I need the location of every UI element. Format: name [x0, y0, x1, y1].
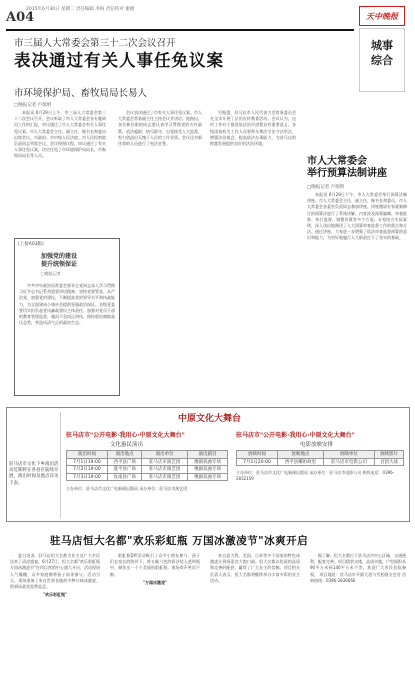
side-article-byline: □晚报记者 卢瑞明 [307, 185, 345, 190]
table-cell: 西平县嫘祖故里 [278, 458, 324, 466]
ad-left-note: 主办单位：驻马店市文化广电新闻出版局 承办单位：驻马店市演艺团 [66, 486, 188, 491]
ad-right-note: 主办单位：驻马店市文化广电新闻出版局 承办单位：驻马店市电影公司 热线电话：0396-2832159 [236, 470, 395, 481]
table-cell: 驻马店市演艺团 [142, 458, 188, 466]
ad-left-headline: 驻马店市文化下乡演出活动近期将在各县区陆续开展，演出时间及地点详见下表。 [9, 462, 59, 486]
side-title-line2: 举行预算法制讲座 [307, 168, 387, 179]
bottom-article-column-4 [310, 553, 406, 673]
article-subtitle: 市环境保护局、畜牧局局长易人 [14, 88, 148, 99]
header-rule [6, 29, 354, 31]
ad-left-panel [9, 412, 61, 518]
inset-title-line2: 提升统领保证 [41, 261, 78, 268]
main-headline: 表决通过有关人事任免议案 [14, 51, 224, 70]
article-paragraph: 本报讯 6月29日上午，市三届人大常委会第三十二次会议召开。会议听取了市人大常委会各专题询问工作的汇报，审议通过了市人大常委会有关人事任免议案。市人大常委会主任、副主任、秘书长和委员出席会议。市政府、市中级人民法院、市人民检察院负责同志列席会议。会议按照议程，审议通过了有关人事任免议案，决定任免了市环境保护局局长、市畜牧局局长等人员。 [14, 110, 106, 159]
table-row [237, 458, 404, 466]
section-label-line2: 综合 [371, 53, 393, 67]
ad-left-subtitle: 文化惠民演出 [110, 442, 144, 448]
lead-title: 市三届人大常委会第三十二次会议召开 [14, 38, 176, 49]
table-header: 演出剧目 [187, 451, 227, 459]
inset-byline: □晚报记者 [41, 271, 61, 276]
page-header [6, 2, 410, 70]
newspaper-logo: 天中晚报 [359, 6, 405, 26]
article-paragraph: 来自意大利、美国、日本等多个国家的特色冰激凌让到场嘉宾大饱口福。恒大名都以优质的品质和完善的配套，赢得了广大业主的信赖。项目相关负责人表示，恒大名都将继续举办丰富多彩的业主活动。 [210, 553, 300, 583]
article-paragraph: 据了解，恒大名都位于驻马店市中心区域，交通便利，配套完善。项目精装交楼，品质卓越，户型面积从90平方米到140平方米不等。欢迎广大市民莅临参观。 项目地址：驻马店市开源大道与雪松路交会处 咨询热线：0396-2836666 [310, 553, 406, 583]
article-byline: □晚报记者 卢瑞明 [14, 103, 52, 108]
table-header: 放映单位 [323, 451, 374, 459]
inset-box [14, 238, 120, 396]
side-title-line1: 市人大常委会 [307, 156, 367, 167]
section-label-line1: 城事 [371, 39, 393, 52]
inset-paragraph: 中共中央政治局常委会要求全党同志深入学习贯彻习近平总书记系列重要讲话精神，坚持党要管党、从严治党，加强党的建设，不断提高党的领导水平和执政能力，为全面建成小康社会提供坚强政治保证。各级党委要切实担负起党风廉政建设主体责任，加强对党员干部的教育管理监督，驰而不息纠正四风，保持惩治腐败高压态势，营造风清气正的政治生态。 [19, 283, 115, 326]
table-header: 演出单位 [142, 451, 188, 459]
table-cell: 百团大战 [375, 458, 404, 466]
article-paragraph: 夏日炎炎，驻马店恒大名都为业主及广大市民送来了清凉盛宴。6月27日，恒大名都"欢乐彩虹瓶 万国冰激凌节"在项目营销中心盛大开启，活动现场人气爆棚，众多家庭携带孩子前来参与。活动当天，现场准备了来自世界各地的多种口味冰激凌，供到场嘉宾免费品尝。 [10, 553, 100, 590]
table-row [67, 458, 228, 466]
page-number: A04 [6, 10, 35, 25]
table-header: 演出时间 [67, 451, 108, 459]
ad-left-title: 驻马店市"公开电影·我用心·中原文化大舞台" [66, 432, 185, 439]
table-cell: 豫剧戏曲专场 [187, 466, 227, 474]
table-cell: 驻马店市演艺团 [142, 466, 188, 474]
bottom-article-column-1 [10, 553, 100, 673]
bottom-article-column-2 [110, 553, 200, 673]
article-paragraph: 会议表决通过了市有关人事任免议案。市人大常委会常务副主任主持会议并讲话。他指出，各位新任职的同志要认真学习贯彻党的方针政策，依法履职，恪尽职守，自觉接受人大监督，努力创造出无愧于人民的工作业绩。会议还对新任命的人员进行了宪法宣誓。 [118, 110, 202, 147]
section-heading: "欢乐彩虹瓶" [42, 592, 68, 598]
bottom-article-title: 驻马店恒大名都"欢乐彩虹瓶 万国冰激凌节"冰爽开启 [50, 535, 309, 547]
table-cell: 遂平县广场 [107, 466, 141, 474]
date-line: 2015年6月30日 星期二 责任编辑 李杨 责任校对 谢晓 [26, 7, 135, 12]
table-cell: 西平县广场 [107, 458, 141, 466]
table-row [67, 466, 228, 474]
section-label [359, 28, 405, 92]
table-header: 演出地点 [107, 451, 141, 459]
bottom-article-column-3 [210, 553, 300, 673]
ad-logo: 中原文化大舞台 [178, 414, 242, 424]
table-cell: 驻马店市演艺团 [142, 473, 188, 481]
ad-right-subtitle: 电影放映安排 [300, 442, 334, 448]
article-column-1 [14, 110, 106, 234]
table-cell: 豫剧戏曲专场 [187, 473, 227, 481]
ad-right-table [236, 450, 404, 466]
table-cell: 7月2日19:00 [67, 466, 108, 474]
table-row [67, 473, 228, 481]
article-column-3 [210, 110, 296, 395]
table-header: 放映影片 [375, 451, 404, 459]
section-heading: "万国冰激凌" [142, 579, 168, 585]
table-cell: 7月3日19:00 [67, 473, 108, 481]
inset-body [19, 283, 115, 391]
article-paragraph: 彩虹瓶DIY活动吸引了众多小朋友参与，孩子们在家长的陪伴下，将五颜六色的彩沙装入透明瓶中，制作出一个个美丽的彩虹瓶，现场欢声笑语不断。 [110, 553, 200, 577]
table-header-row [67, 451, 228, 459]
table-header: 放映地点 [278, 451, 324, 459]
inset-tag: (上接A03版) [18, 242, 44, 247]
table-cell: 汝南县广场 [107, 473, 141, 481]
article-paragraph: 另据悉，驻马店市人民代表大会常务委员会在全市开展了法治宣传教育活动。会议认为，这项工作对于推进依法治市进程具有重要意义。各级国家机关工作人员要带头尊法学法守法用法，增强法治观念，提高依法办事能力，为驻马店的跨越发展提供良好的法治环境。 [210, 110, 296, 147]
side-article-title [307, 156, 407, 180]
inset-title [15, 249, 119, 269]
table-header-row [237, 451, 404, 459]
table-cell: 豫剧戏曲专场 [187, 458, 227, 466]
table-cell: 驻马店市电影公司 [323, 458, 374, 466]
table-cell: 7月1日19:00 [67, 458, 108, 466]
ad-left-table [66, 450, 228, 481]
table-cell: 7月1日20:00 [237, 458, 278, 466]
table-header: 放映时间 [237, 451, 278, 459]
article-column-2 [118, 110, 202, 395]
inset-title-line1: 加强党的建设 [41, 253, 78, 260]
side-article-body [307, 192, 407, 396]
ad-right-title: 驻马店市"公开电影·我用心·中原文化大舞台" [236, 432, 355, 439]
side-article-paragraph: 本报讯 6月29日下午，市人大常委会举行预算法制讲座。市人大常委会主任、副主任、秘书长和委员，市人大常委会各委室负责同志参加讲座。讲座邀请专家就新修订的预算法进行了系统讲解，内容涉及预算编制、审查批准、执行监督、调整决算等多个方面。专家结合实际案例，深入浅出地阐述了人大预算审查监督工作的重点和方法。通过讲座，大家进一步增强了依法审查监督预算的意识和能力，为更好地履行人大职责打下了坚实的基础。 [307, 192, 407, 241]
